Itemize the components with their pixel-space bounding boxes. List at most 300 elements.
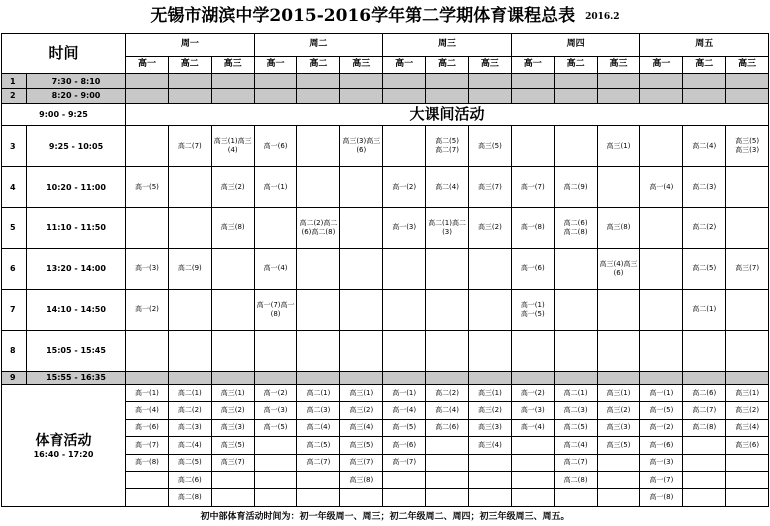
class-cell [297,167,340,208]
pe-class-cell: 高一(1) [383,385,426,402]
day-header: 周五 [640,34,769,57]
class-cell [340,330,383,371]
table-row [2,103,769,126]
class-cell [640,89,683,103]
class-cell [297,289,340,330]
table-row [2,34,769,57]
pe-class-cell: 高一(3) [511,402,554,419]
class-cell [340,371,383,384]
class-cell [426,371,469,384]
grade-header: 高三 [340,56,383,73]
class-cell: 高二(3) [683,167,726,208]
pe-class-cell: 高一(7) [383,454,426,471]
pe-class-cell [511,454,554,471]
class-cell [426,248,469,289]
class-cell [683,371,726,384]
pe-class-cell [254,437,297,454]
pe-activity-title: 体育活动 [35,432,92,449]
table-row [2,289,769,330]
pe-class-cell: 高三(2) [726,402,769,419]
class-cell [726,207,769,248]
pe-class-cell [554,489,597,507]
class-cell: 高二(1) [683,289,726,330]
grade-header: 高三 [211,56,254,73]
class-cell [383,73,426,88]
pe-class-cell: 高二(3) [168,419,211,436]
pe-class-cell: 高二(5) [168,454,211,471]
class-cell: 高一(3) [383,207,426,248]
period-number: 6 [2,248,27,289]
pe-class-cell [683,454,726,471]
class-cell [168,207,211,248]
pe-class-cell: 高一(8) [126,454,169,471]
pe-class-cell: 高三(1) [597,385,640,402]
footer-note: 初中部体育活动时间为：初一年级周一、周三；初二年级周二、周四；初三年级周三、周五。 [200,512,570,522]
class-cell [597,289,640,330]
table-row [2,207,769,248]
table-row [2,385,769,402]
period-time: 15:05 - 15:45 [27,330,126,371]
pe-class-cell [340,489,383,507]
class-cell [383,330,426,371]
pe-class-cell: 高三(7) [340,454,383,471]
class-cell: 高三(5) 高三(3) [726,126,769,167]
pe-class-cell [383,489,426,507]
period-time: 10:20 - 11:00 [27,167,126,208]
pe-class-cell [297,471,340,488]
class-cell [554,371,597,384]
table-row [2,89,769,103]
period-number: 7 [2,289,27,330]
pe-class-cell: 高三(8) [340,471,383,488]
pe-class-cell [426,489,469,507]
class-cell: 高三(1)高三(4) [211,126,254,167]
pe-class-cell: 高一(1) [640,385,683,402]
class-cell [254,73,297,88]
class-cell [254,371,297,384]
table-row [2,330,769,371]
pe-class-cell [254,471,297,488]
class-cell [640,289,683,330]
class-cell: 高一(2) [126,289,169,330]
pe-class-cell: 高三(4) [726,419,769,436]
pe-class-cell: 高二(7) [554,454,597,471]
pe-class-cell [254,454,297,471]
class-cell: 高一(2) [383,167,426,208]
pe-class-cell: 高三(5) [211,437,254,454]
class-cell [168,167,211,208]
pe-class-cell [468,489,511,507]
class-cell [297,330,340,371]
class-cell [426,330,469,371]
pe-class-cell [683,437,726,454]
pe-class-cell [468,471,511,488]
class-cell [211,89,254,103]
day-header: 周一 [126,34,255,57]
class-cell [211,330,254,371]
class-cell [383,126,426,167]
pe-class-cell [726,471,769,488]
class-cell [726,89,769,103]
class-cell [597,89,640,103]
pe-class-cell [683,471,726,488]
pe-class-cell [211,489,254,507]
pe-class-cell: 高二(4) [297,419,340,436]
class-cell [340,73,383,88]
class-cell [511,330,554,371]
class-cell [683,89,726,103]
class-cell [554,89,597,103]
class-cell: 高三(4)高三(6) [597,248,640,289]
class-cell [126,207,169,248]
pe-class-cell: 高二(8) [683,419,726,436]
class-cell [297,126,340,167]
pe-class-cell: 高一(5) [640,402,683,419]
grade-header: 高一 [383,56,426,73]
class-cell [468,330,511,371]
class-cell [640,207,683,248]
pe-class-cell: 高三(1) [211,385,254,402]
class-cell: 高一(8) [511,207,554,248]
class-cell: 高二(2)高二(6)高二(8) [297,207,340,248]
class-cell [726,73,769,88]
class-cell [554,330,597,371]
pe-class-cell: 高一(2) [511,385,554,402]
pe-class-cell [426,454,469,471]
class-cell [554,126,597,167]
grade-header: 高一 [640,56,683,73]
class-cell [383,89,426,103]
grade-header: 高二 [683,56,726,73]
class-cell: 高三(7) [468,167,511,208]
class-cell [468,89,511,103]
pe-class-cell: 高一(6) [640,437,683,454]
pe-class-cell: 高三(3) [597,419,640,436]
pe-class-cell: 高一(4) [511,419,554,436]
class-cell [640,126,683,167]
period-time: 7:30 - 8:10 [27,73,126,88]
grade-header: 高一 [126,56,169,73]
class-cell [340,207,383,248]
grade-header: 高二 [554,56,597,73]
pe-class-cell: 高一(4) [383,402,426,419]
class-cell: 高一(4) [254,248,297,289]
period-number: 2 [2,89,27,103]
pe-class-cell: 高二(8) [168,489,211,507]
pe-class-cell: 高三(7) [211,454,254,471]
class-cell: 高二(4) [426,167,469,208]
pe-class-cell: 高三(2) [597,402,640,419]
class-cell: 高二(7) [168,126,211,167]
schedule-table [1,33,769,507]
class-cell [597,73,640,88]
period-time: 15:55 - 16:35 [27,371,126,384]
pe-class-cell [597,489,640,507]
class-cell [597,371,640,384]
pe-class-cell [426,437,469,454]
grade-header: 高三 [726,56,769,73]
class-cell [640,248,683,289]
pe-class-cell [511,471,554,488]
pe-class-cell [683,489,726,507]
period-number: 1 [2,73,27,88]
pe-class-cell: 高一(3) [640,454,683,471]
pe-class-cell: 高一(3) [254,402,297,419]
grade-header: 高二 [426,56,469,73]
pe-class-cell: 高二(8) [554,471,597,488]
class-cell [383,371,426,384]
class-cell: 高二(5) 高二(7) [426,126,469,167]
class-cell: 高一(1) [254,167,297,208]
class-cell [126,73,169,88]
class-cell [426,73,469,88]
class-cell [468,289,511,330]
class-cell: 高二(6) 高二(8) [554,207,597,248]
period-time: 13:20 - 14:00 [27,248,126,289]
class-cell [211,73,254,88]
class-cell [726,330,769,371]
pe-class-cell: 高三(3) [468,419,511,436]
class-cell [383,248,426,289]
class-cell [168,89,211,103]
pe-class-cell [511,437,554,454]
pe-class-cell: 高二(4) [426,402,469,419]
class-cell [168,330,211,371]
pe-class-cell [726,454,769,471]
pe-class-cell: 高二(1) [554,385,597,402]
pe-class-cell: 高三(3) [211,419,254,436]
pe-class-cell [211,471,254,488]
class-cell [297,73,340,88]
class-cell: 高三(8) [211,207,254,248]
table-row [2,126,769,167]
pe-class-cell: 高一(8) [640,489,683,507]
period-number: 3 [2,126,27,167]
class-cell [554,289,597,330]
class-cell [511,89,554,103]
class-cell: 高一(5) [126,167,169,208]
pe-class-cell: 高三(1) [726,385,769,402]
class-cell: 高二(4) [683,126,726,167]
class-cell [554,248,597,289]
class-cell: 高一(7)高一(8) [254,289,297,330]
pe-class-cell [254,489,297,507]
pe-class-cell [426,471,469,488]
period-time: 11:10 - 11:50 [27,207,126,248]
class-cell [426,289,469,330]
period-number: 9 [2,371,27,384]
pe-class-cell: 高一(5) [383,419,426,436]
class-cell [340,89,383,103]
grade-header: 高三 [597,56,640,73]
class-cell: 高三(2) [211,167,254,208]
class-cell: 高二(9) [168,248,211,289]
period-number: 8 [2,330,27,371]
break-time: 9:00 - 9:25 [2,103,126,126]
pe-class-cell [597,471,640,488]
pe-class-cell [383,471,426,488]
pe-class-cell [126,471,169,488]
class-cell [468,73,511,88]
class-cell [126,371,169,384]
class-cell: 高二(2) [683,207,726,248]
class-cell: 高二(9) [554,167,597,208]
class-cell: 高一(6) [254,126,297,167]
pe-class-cell: 高二(2) [168,402,211,419]
class-cell: 高三(1) [597,126,640,167]
period-number: 5 [2,207,27,248]
pe-activity-label [2,385,126,507]
class-cell [254,207,297,248]
big-break-label: 大课间活动 [126,103,769,126]
pe-class-cell: 高三(4) [340,419,383,436]
class-cell [597,330,640,371]
pe-class-cell: 高一(1) [126,385,169,402]
table-row [2,167,769,208]
pe-class-cell: 高三(2) [340,402,383,419]
table-row [2,371,769,384]
pe-class-cell: 高二(1) [168,385,211,402]
class-cell: 高一(3) [126,248,169,289]
grade-header: 高二 [168,56,211,73]
class-cell [426,89,469,103]
pe-class-cell: 高二(6) [168,471,211,488]
pe-class-cell: 高一(7) [126,437,169,454]
pe-class-cell: 高三(5) [340,437,383,454]
class-cell: 高三(3)高三(6) [340,126,383,167]
class-cell [168,371,211,384]
pe-class-cell: 高一(2) [254,385,297,402]
pe-class-cell: 高三(5) [597,437,640,454]
pe-class-cell: 高二(3) [554,402,597,419]
class-cell [511,371,554,384]
class-cell: 高三(8) [597,207,640,248]
pe-class-cell: 高二(5) [297,437,340,454]
pe-class-cell: 高三(1) [340,385,383,402]
grade-header: 高一 [254,56,297,73]
class-cell [597,167,640,208]
class-cell [211,248,254,289]
day-header: 周三 [383,34,512,57]
class-cell [511,126,554,167]
day-header: 周四 [511,34,640,57]
pe-class-cell: 高二(6) [683,385,726,402]
pe-class-cell: 高二(3) [297,402,340,419]
class-cell [511,73,554,88]
class-cell: 高一(1) 高一(5) [511,289,554,330]
class-cell [340,248,383,289]
class-cell [297,371,340,384]
pe-activity-time: 16:40 - 17:20 [33,449,94,459]
class-cell: 高一(4) [640,167,683,208]
class-cell: 高二(1)高二(3) [426,207,469,248]
pe-class-cell: 高三(6) [726,437,769,454]
pe-class-cell: 高三(2) [468,402,511,419]
class-cell [640,73,683,88]
pe-class-cell: 高一(2) [640,419,683,436]
title-date: 2016.2 [585,11,620,22]
pe-class-cell: 高二(6) [426,419,469,436]
class-cell [168,73,211,88]
class-cell: 高三(2) [468,207,511,248]
class-cell [726,371,769,384]
class-cell [383,289,426,330]
pe-class-cell [597,454,640,471]
class-cell [297,248,340,289]
class-cell: 高一(7) [511,167,554,208]
class-cell [126,89,169,103]
pe-class-cell [297,489,340,507]
pe-class-cell: 高一(4) [126,402,169,419]
pe-class-cell: 高一(7) [640,471,683,488]
class-cell: 高二(5) [683,248,726,289]
period-time: 8:20 - 9:00 [27,89,126,103]
pe-class-cell: 高三(1) [468,385,511,402]
grade-header: 高三 [468,56,511,73]
period-number: 4 [2,167,27,208]
pe-class-cell: 高二(4) [554,437,597,454]
class-cell [168,289,211,330]
grade-header: 高一 [511,56,554,73]
grade-header: 高二 [297,56,340,73]
pe-class-cell [126,489,169,507]
class-cell [683,73,726,88]
pe-class-cell: 高二(7) [297,454,340,471]
pe-class-cell: 高二(2) [426,385,469,402]
class-cell [254,89,297,103]
period-time: 14:10 - 14:50 [27,289,126,330]
class-cell [297,89,340,103]
period-time: 9:25 - 10:05 [27,126,126,167]
class-cell [726,289,769,330]
pe-class-cell: 高二(4) [168,437,211,454]
class-cell [126,330,169,371]
table-row [2,73,769,88]
pe-class-cell [511,489,554,507]
pe-class-cell: 高一(5) [254,419,297,436]
class-cell: 高一(6) [511,248,554,289]
pe-class-cell: 高二(7) [683,402,726,419]
class-cell: 高三(5) [468,126,511,167]
class-cell [468,248,511,289]
page-title: 无锡市湖滨中学2015-2016学年第二学期体育课程总表 2016.2 [150,6,620,26]
pe-class-cell [726,489,769,507]
class-cell [640,330,683,371]
pe-class-cell: 高一(6) [383,437,426,454]
pe-class-cell: 高一(6) [126,419,169,436]
class-cell [340,167,383,208]
pe-class-cell: 高二(5) [554,419,597,436]
class-cell [211,371,254,384]
class-cell [554,73,597,88]
class-cell [126,126,169,167]
pe-class-cell: 高三(4) [468,437,511,454]
class-cell [254,330,297,371]
class-cell [640,371,683,384]
class-cell: 高三(7) [726,248,769,289]
pe-class-cell: 高二(1) [297,385,340,402]
pe-class-cell: 高三(2) [211,402,254,419]
class-cell [340,289,383,330]
day-header: 周二 [254,34,383,57]
class-cell [683,330,726,371]
pe-class-cell [468,454,511,471]
class-cell [726,167,769,208]
table-row [2,248,769,289]
class-cell [468,371,511,384]
time-header: 时间 [2,34,126,74]
class-cell [211,289,254,330]
